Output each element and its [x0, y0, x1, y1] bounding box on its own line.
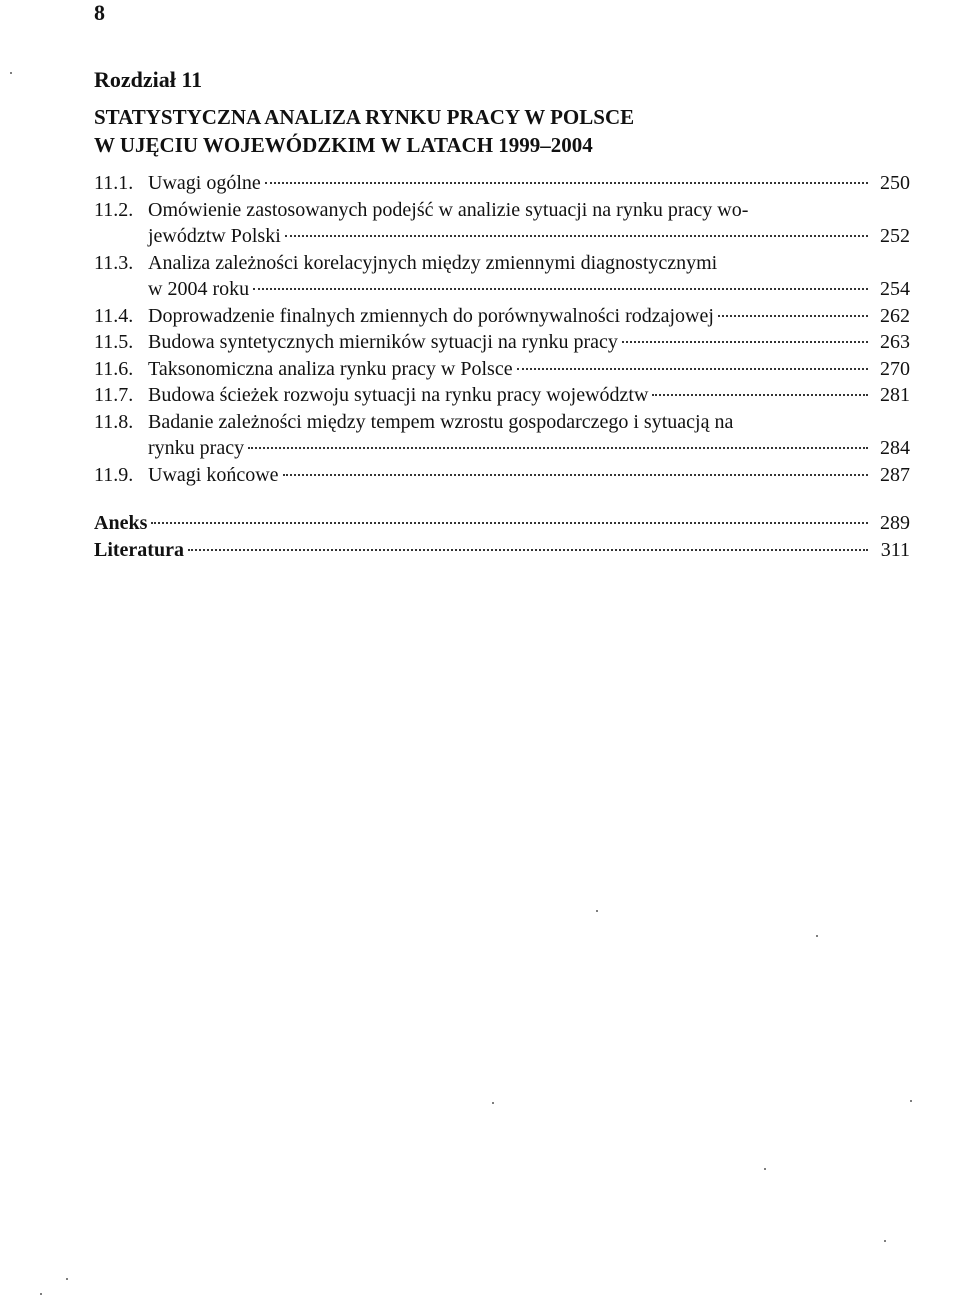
toc-entry-page: 284 [880, 437, 910, 459]
scan-speck [816, 935, 818, 937]
toc-entry-page: 287 [880, 463, 910, 486]
toc-entry-aneks[interactable] [94, 510, 910, 537]
chapter-header [94, 66, 910, 159]
toc-entry-11-6[interactable] [94, 356, 910, 383]
chapter-title-line-1: STATYSTYCZNA ANALIZA RYNKU PRACY W POLSCE [94, 105, 635, 129]
toc-entry-number: 11.3. [94, 251, 134, 274]
toc-entry-page: 263 [880, 331, 910, 353]
toc-entry-11-9[interactable] [94, 462, 910, 489]
toc-entry-11-2[interactable] [94, 197, 910, 250]
toc-entry-11-1[interactable] [94, 170, 910, 197]
toc-entry-number: 11.7. [94, 384, 134, 406]
toc-entry-number: 11.6. [94, 357, 134, 380]
chapter-label: Rozdział 11 [94, 67, 203, 92]
dot-leader [622, 341, 868, 343]
dot-leader [285, 235, 868, 237]
dot-leader [248, 447, 868, 449]
toc-entry-title-line-1: Badanie zależności między tempem wzrostu gospodarczego i sytuacją na [148, 410, 734, 433]
scan-speck [596, 910, 598, 912]
toc-entry-page: 254 [880, 278, 910, 300]
toc-entry-title-line-1: Omówienie zastosowanych podejść w analizie sytuacji na rynku pracy wo- [148, 198, 749, 221]
toc-entry-title-line-1: Analiza zależności korelacyjnych między zmiennymi diagnostycznymi [148, 251, 718, 274]
dot-leader [265, 182, 868, 184]
toc-entry-number: 11.8. [94, 410, 134, 433]
dot-leader [652, 394, 868, 396]
toc-entry-number: 11.9. [94, 463, 134, 486]
scan-speck [10, 72, 12, 74]
toc-entry-title: Doprowadzenie finalnych zmiennych do porównywalności rodzajowej [148, 304, 714, 327]
back-matter-page: 289 [880, 512, 910, 534]
toc-entry-number: 11.5. [94, 331, 134, 353]
dot-leader [188, 549, 868, 551]
toc-entry-page: 250 [880, 172, 910, 194]
toc-entry-page: 281 [880, 384, 910, 406]
back-matter-page: 311 [880, 538, 910, 561]
dot-leader [151, 522, 868, 524]
toc-entry-number: 11.2. [94, 198, 134, 221]
back-matter-title: Literatura [94, 538, 184, 561]
toc-entry-page: 252 [880, 225, 910, 247]
dot-leader [253, 288, 868, 290]
dot-leader [283, 474, 868, 476]
toc-entry-title: Uwagi ogólne [148, 172, 261, 194]
toc-entry-title: Budowa syntetycznych mierników sytuacji na rynku pracy [148, 331, 618, 353]
toc-entry-title: Uwagi końcowe [148, 463, 279, 486]
toc-entry-page: 270 [880, 357, 910, 380]
scan-speck [492, 1102, 494, 1104]
toc-entry-11-5[interactable] [94, 329, 910, 356]
toc-entry-11-7[interactable] [94, 382, 910, 409]
scan-speck [910, 1100, 912, 1102]
toc-entry-title: Taksonomiczna analiza rynku pracy w Polsce [148, 357, 513, 380]
dot-leader [718, 315, 868, 317]
back-matter [94, 510, 910, 563]
scan-speck [66, 1278, 68, 1280]
scan-speck [764, 1168, 766, 1170]
toc-entry-title-line-2: w 2004 roku [148, 278, 250, 300]
chapter-title-line-2: W UJĘCIU WOJEWÓDZKIM W LATACH 1999–2004 [94, 133, 593, 157]
dot-leader [517, 368, 868, 370]
toc-entry-title-line-2: jewództw Polski [148, 225, 281, 247]
scan-speck [40, 1293, 42, 1295]
toc-entry-11-8[interactable] [94, 409, 910, 462]
chapter-title [94, 103, 910, 159]
back-matter-title: Aneks [94, 512, 148, 534]
toc-entry-11-4[interactable] [94, 303, 910, 330]
page-number: 8 [94, 0, 105, 25]
toc-entry-11-3[interactable] [94, 250, 910, 303]
scan-speck [884, 1240, 886, 1242]
toc-entry-number: 11.4. [94, 304, 134, 327]
toc-entry-page: 262 [880, 304, 910, 327]
table-of-contents [94, 170, 910, 488]
toc-entry-number: 11.1. [94, 172, 134, 194]
toc-entry-title-line-2: rynku pracy [148, 437, 245, 459]
toc-entry-title: Budowa ścieżek rozwoju sytuacji na rynku pracy województw [148, 384, 649, 406]
toc-entry-literatura[interactable] [94, 537, 910, 564]
